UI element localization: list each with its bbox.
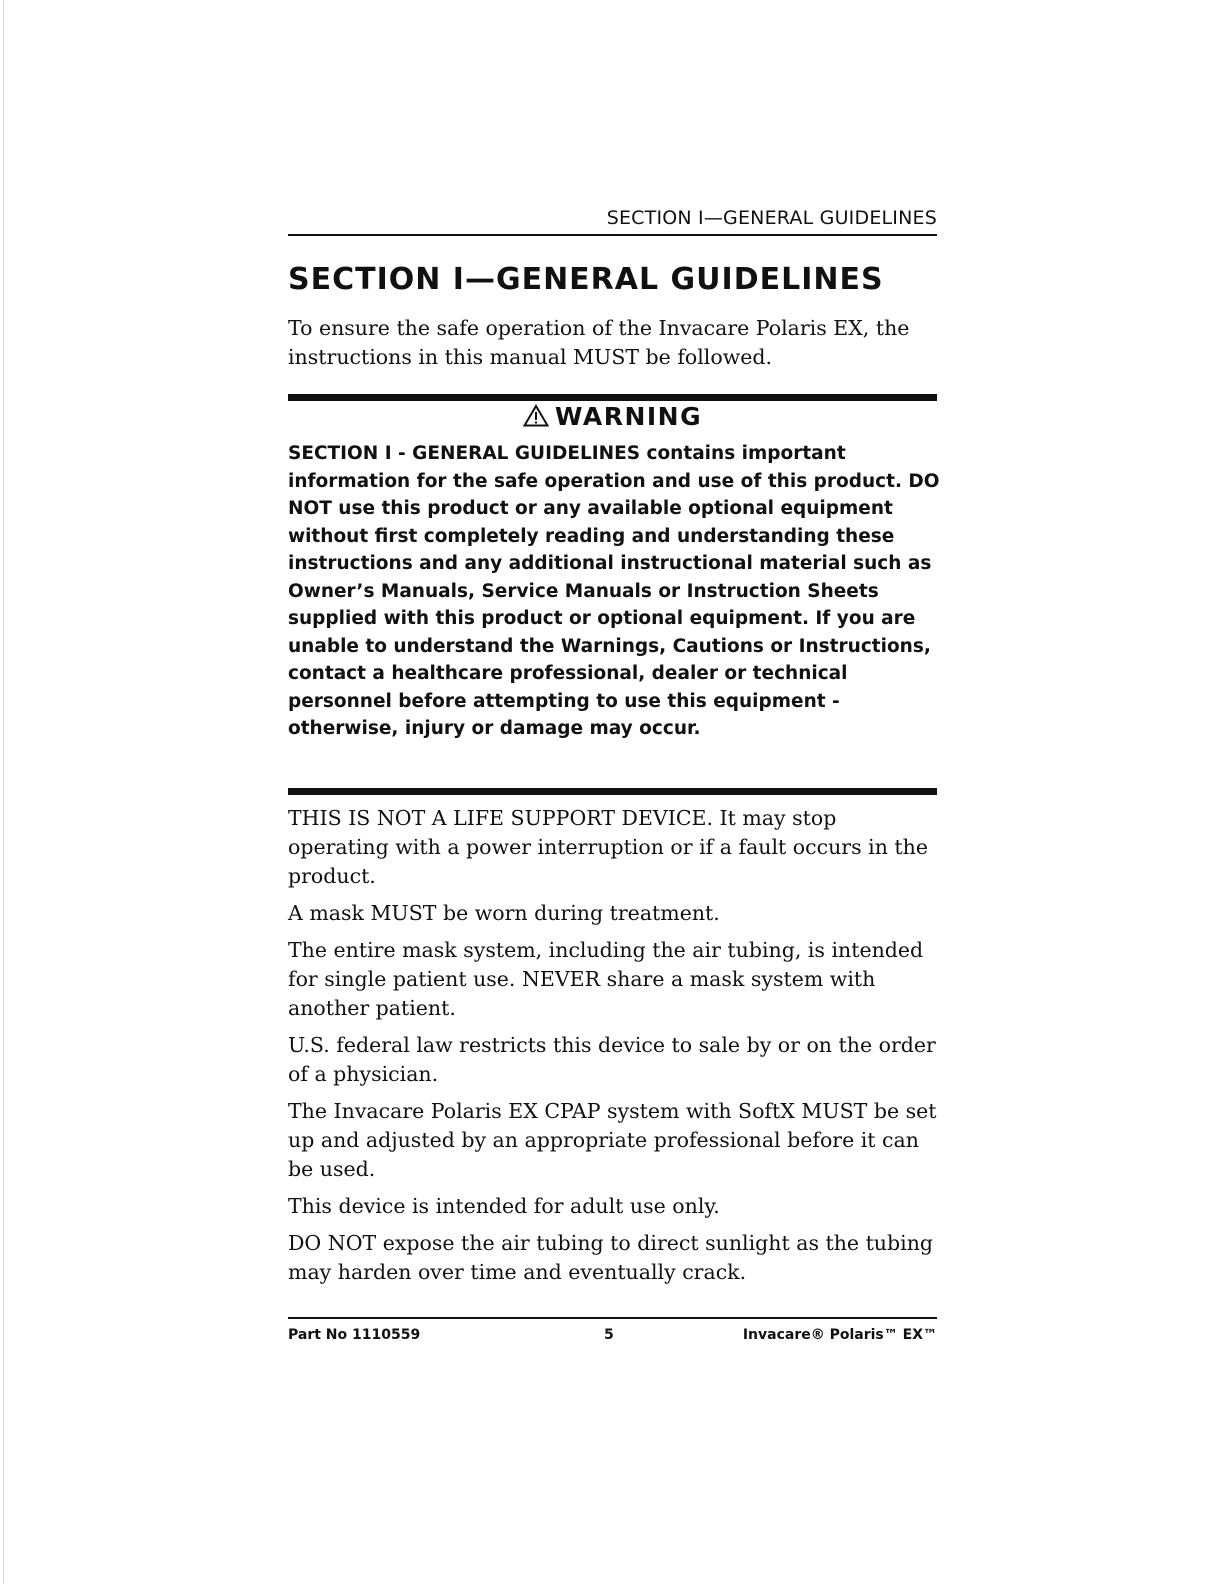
footer-rule [288,1317,937,1319]
note-life-support: THIS IS NOT A LIFE SUPPORT DEVICE. It may stop operating with a power interruption or if a fault occurs in the product. [288,806,928,888]
warning-triangle-icon [523,404,549,433]
warning-bottom-rule [288,788,937,795]
warning-label: WARNING [554,402,703,431]
note-single-patient: The entire mask system, including the air tubing, is intended for single patient use. NEVER share a mask system with another patient. [288,938,924,1020]
note-professional-setup: The Invacare Polaris EX CPAP system with SoftX MUST be set up and adjusted by an appropriate professional before it can be used. [288,1099,937,1181]
running-header: SECTION I—GENERAL GUIDELINES [606,207,937,229]
note-adult-use: This device is intended for adult use only. [288,1194,720,1218]
note-federal-law: U.S. federal law restricts this device to sale by or on the order of a physician. [288,1033,936,1086]
product-name: Invacare® Polaris™ EX™ [742,1327,937,1343]
header-rule [288,234,937,236]
page-footer [288,1327,937,1349]
section-title: SECTION I—GENERAL GUIDELINES [288,262,884,297]
page-number: 5 [604,1327,614,1343]
warning-body: SECTION I - GENERAL GUIDELINES contains important information for the safe operation and use of this product. DO NOT use this product or any available optional equipment without first completely reading and understanding these instructions and any additional instructional material such as Owner’s Manuals, Service Manuals or Instruction Sheets supplied with this product or optional equipment. If you are unable to understand the Warnings, Cautions or Instructions, contact a healthcare professional, dealer or technical personnel before attempting to use this equipment - otherwise, injury or damage may occur. [288,443,940,739]
scan-edge-line [3,0,4,1584]
intro-paragraph: To ensure the safe operation of the Invacare Polaris EX, the instructions in this manual MUST be followed. [288,316,910,369]
warning-top-rule [288,394,937,401]
part-number: Part No 1110559 [288,1327,421,1343]
safety-notes [288,804,940,1295]
note-mask-required: A mask MUST be worn during treatment. [288,901,720,925]
warning-heading [288,402,937,433]
note-sunlight: DO NOT expose the air tubing to direct sunlight as the tubing may harden over time and eventually crack. [288,1231,934,1284]
